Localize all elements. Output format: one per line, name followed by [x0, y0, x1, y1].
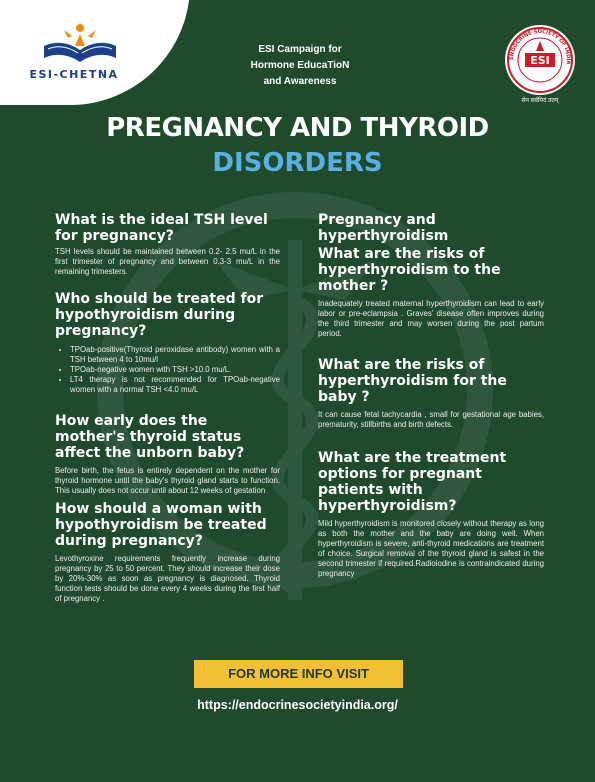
section-heading: How early does the mother's thyroid status affect the unborn baby? [55, 413, 245, 461]
esi-seal [505, 25, 575, 95]
section-body: It can cause fetal tachycardia , small for gestational age babies, prematurity, stillbirths and birth defects. [318, 410, 544, 429]
section-body: Inadequately treated maternal hyperthyroidism can lead to early labor or pre-eclampsia . Graves' disease often improves during the third trimester and may worsen during the post partum period. [318, 299, 544, 338]
logo-text: ESI-CHETNA [29, 68, 119, 81]
section-heading: How should a woman with hypothyroidism be treated during pregnancy? [55, 501, 267, 549]
campaign-line: Hormone EducaTioN [250, 60, 350, 71]
section-heading: What is the ideal TSH level for pregnancy? [55, 212, 268, 244]
list-item: • TPOab-negative women with TSH >10.0 mu/L. [70, 365, 280, 375]
campaign-line: and Awareness [263, 76, 337, 87]
left-column [55, 212, 280, 604]
section-heading: What are the risks of hyperthyroidism for the baby ? [318, 357, 507, 405]
right-column [318, 212, 544, 579]
section-heading: What are the risks of hyperthyroidism to the mother ? [318, 246, 501, 294]
section-body: Before birth, the fetus is entirely dependent on the mother for thyroid hormone until the baby's thyroid gland starts to function. This usually does not occur until about 12 weeks of gestation [55, 466, 280, 495]
page-title: PREGNANCY AND THYROID [106, 113, 489, 143]
esi-seal-icon [505, 25, 575, 95]
section-heading: Pregnancy and hyperthyroidism [318, 212, 449, 244]
section-body: Mild hyperthyroidism is monitored closely without therapy as long as both the mother and the baby are doing well. When hyperthyroidism is severe, anti-thyroid medications are treatment of choice. Surgical removal of the thyroid gland is safest in the second trimester if required.Radioiodine is contraindicated during pregnancy [318, 519, 544, 578]
seal-ring-text: ENDOCRINE SOCIETY OF INDIA [508, 28, 572, 65]
more-info-button[interactable]: FOR MORE INFO VISIT [194, 660, 403, 688]
website-link[interactable]: https://endocrinesocietyindia.org/ [197, 698, 398, 712]
section-heading: Who should be treated for hypothyroidism during pregnancy? [55, 291, 264, 339]
seal-center-text: ESI [530, 54, 550, 67]
campaign-line: ESI Campaign for [258, 44, 342, 55]
section-body: Levothyroxine requirements frequently increase during pregnancy by 25 to 50 percent. They should increase their dose by 20%-30% as soon as pregnancy is diagnosed. Thyroid function tests should be done every 4 weeks during the first half of pregnancy . [55, 554, 280, 603]
section-heading: What are the treatment options for pregnant patients with hyperthyroidism? [318, 450, 507, 514]
campaign-text [220, 42, 380, 90]
list-item: • TPOab-positive(Thyroid peroxidase antibody) women with a TSH between 4 to 10mu/l [70, 345, 280, 365]
seal-motto: सेन सर्वमिदं ततम् [521, 98, 559, 104]
open-book-logo-icon [40, 22, 120, 64]
section-body: TSH levels should be maintained between 0.2- 2.5 mu/L in the first trimester of pregnancy and between 0.3-3 mu/L in the remaining trimesters. [55, 247, 280, 276]
list-item: • LT4 therapy is not recommended for TPOab-negative women with a normal TSH <4.0 mu/L [70, 375, 280, 395]
page-subtitle: DISORDERS [212, 148, 383, 178]
bullet-list [55, 345, 280, 395]
